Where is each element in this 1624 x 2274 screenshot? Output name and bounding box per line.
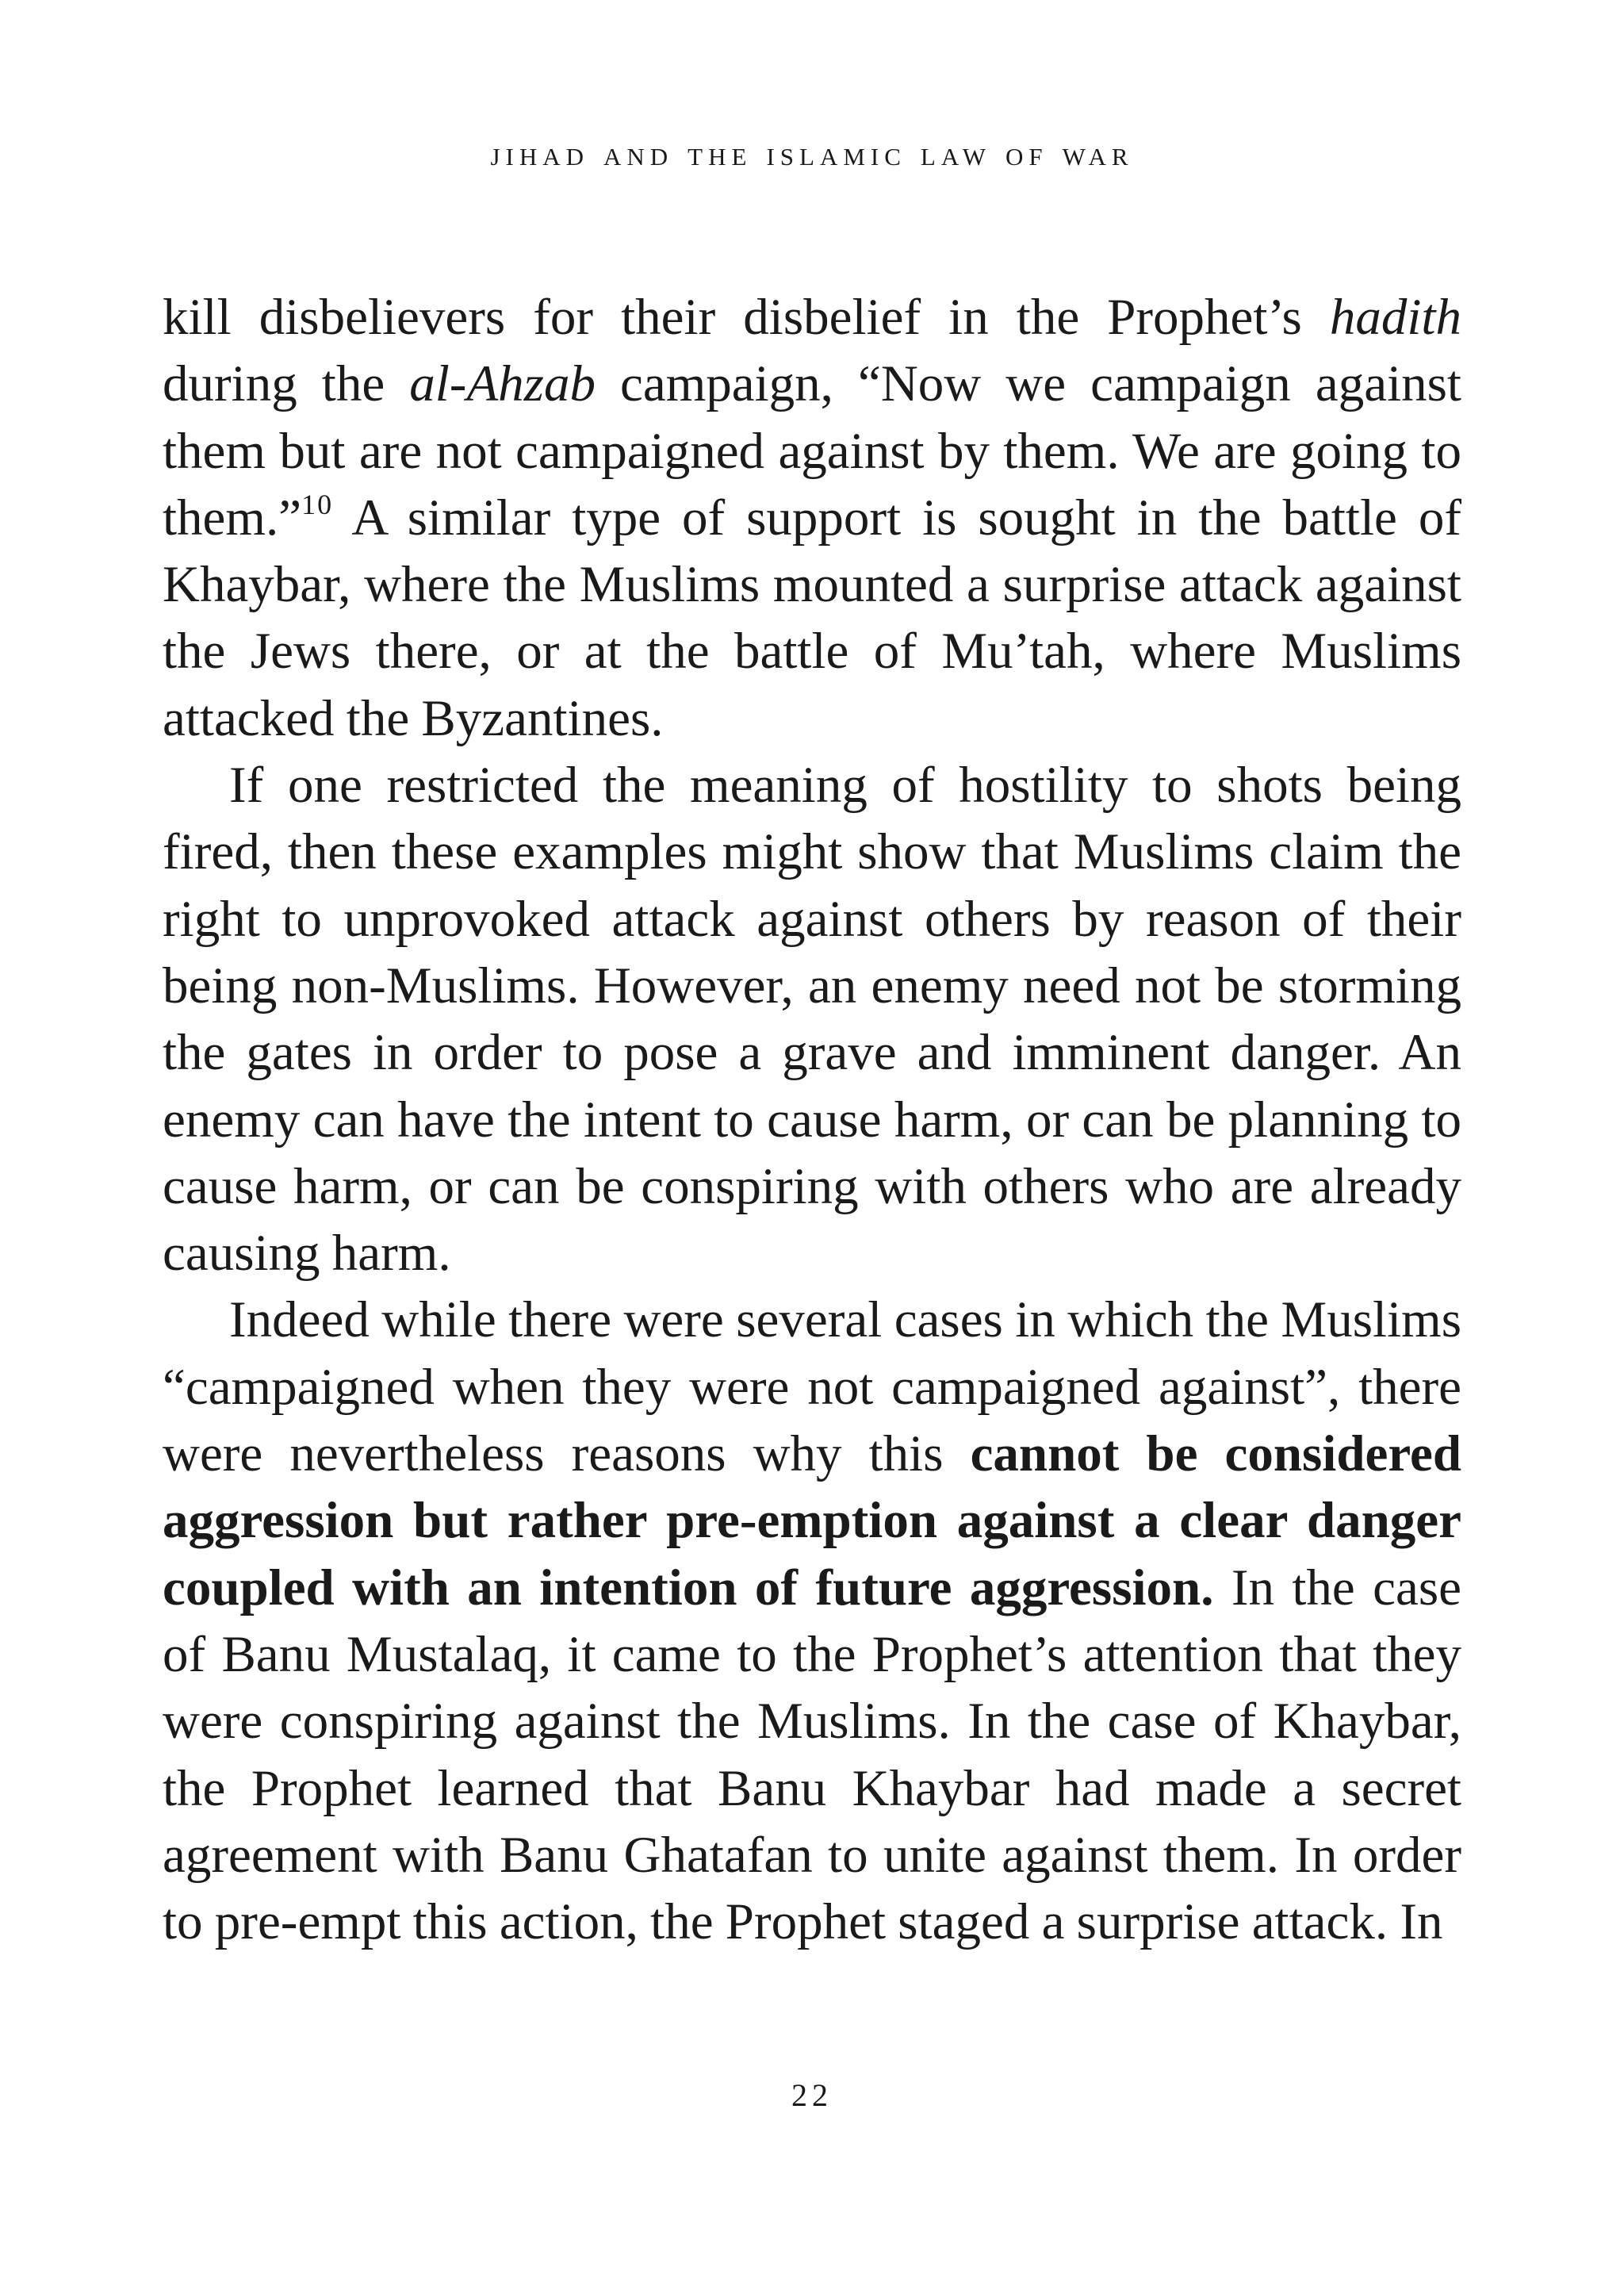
bold-emphasis: cannot be considered aggression but rather pre-emption against a clear danger coupled with an intention of future aggression. bbox=[163, 1425, 1461, 1616]
text-segment: during the bbox=[163, 355, 410, 413]
text-segment: In the case of Banu Mustalaq, it came to the Prophet’s attention that they were conspiring against the Muslims. In the case of Khaybar, the Prophet learned that Banu Khaybar had made a secret agreement with Banu Ghatafan to unite against them. In order to pre-empt this action, the Prophet staged a surprise attack. In bbox=[163, 1559, 1461, 1951]
text-segment: campaign, “Now we campaign against them but are not campaigned against by them. We are going to them.” bbox=[163, 355, 1461, 546]
body-text bbox=[163, 284, 1461, 1955]
text-segment: A similar type of support is sought in the battle of Khaybar, where the Muslims mounted a surprise attack against the Jews there, or at the battle of Mu’tah, where Muslims attacked the Byzantines. bbox=[163, 489, 1461, 747]
footnote-reference[interactable]: 10 bbox=[301, 488, 334, 520]
text-segment: If one restricted the meaning of hostility to shots being fired, then these examples might show that Muslims claim the right to unprovoked attack against others by reason of their being non-Muslims. However, an enemy need not be storming the gates in order to pose a grave and imminent danger. An enemy can have the intent to cause harm, or can be planning to cause harm, or can be conspiring with others who are already causing harm. bbox=[163, 757, 1461, 1283]
paragraph-1 bbox=[163, 284, 1461, 752]
text-segment: kill disbelievers for their disbelief in the Prophet’s bbox=[163, 289, 1330, 346]
italic-term-al-ahzab: al-Ahzab bbox=[409, 355, 596, 413]
text-segment: Indeed while there were several cases in which the Muslims “campaigned when they were not campaigned against”, there were nevertheless reasons why this bbox=[163, 1291, 1461, 1483]
running-head: jihad and the islamic law of war bbox=[490, 134, 1134, 173]
paragraph-3 bbox=[163, 1287, 1461, 1955]
page-number: 22 bbox=[791, 2077, 833, 2113]
italic-term-hadith: hadith bbox=[1329, 289, 1461, 346]
paragraph-2 bbox=[163, 752, 1461, 1287]
